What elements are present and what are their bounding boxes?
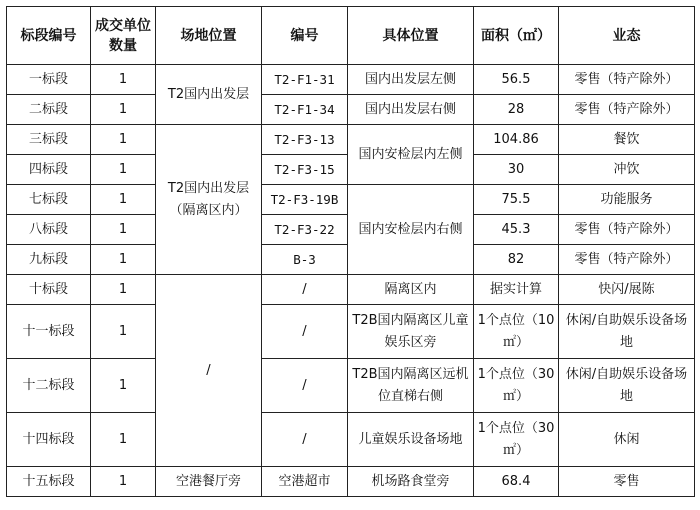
area-cell: 45.3 xyxy=(474,215,559,245)
header-cell: 编号 xyxy=(262,7,348,65)
table-row xyxy=(7,359,695,413)
table-row xyxy=(7,467,695,497)
position-cell: 隔离区内 xyxy=(348,275,474,305)
quantity-cell: 1 xyxy=(91,413,156,467)
area-cell: 1个点位（10㎡） xyxy=(474,305,559,359)
position-cell: 国内出发层左侧 xyxy=(348,65,474,95)
business-type-cell: 餐饮 xyxy=(559,125,695,155)
code-cell: / xyxy=(262,359,348,413)
area-cell: 68.4 xyxy=(474,467,559,497)
segment-cell: 十二标段 xyxy=(7,359,91,413)
area-cell: 据实计算 xyxy=(474,275,559,305)
table-row xyxy=(7,275,695,305)
business-type-cell: 快闪/展陈 xyxy=(559,275,695,305)
code-cell: T2-F3-15 xyxy=(262,155,348,185)
business-type-cell: 零售（特产除外） xyxy=(559,245,695,275)
segment-cell: 七标段 xyxy=(7,185,91,215)
code-cell: T2-F1-34 xyxy=(262,95,348,125)
table-row xyxy=(7,125,695,155)
header-cell: 具体位置 xyxy=(348,7,474,65)
table-row xyxy=(7,95,695,125)
quantity-cell: 1 xyxy=(91,359,156,413)
table-row xyxy=(7,413,695,467)
header-cell: 成交单位数量 xyxy=(91,7,156,65)
quantity-cell: 1 xyxy=(91,275,156,305)
position-cell: T2B国内隔离区远机位直梯右侧 xyxy=(348,359,474,413)
header-cell: 业态 xyxy=(559,7,695,65)
code-cell: / xyxy=(262,305,348,359)
business-type-cell: 零售（特产除外） xyxy=(559,65,695,95)
segment-cell: 十标段 xyxy=(7,275,91,305)
segment-cell: 三标段 xyxy=(7,125,91,155)
segment-cell: 八标段 xyxy=(7,215,91,245)
position-cell: T2B国内隔离区儿童娱乐区旁 xyxy=(348,305,474,359)
business-type-cell: 休闲 xyxy=(559,413,695,467)
header-cell: 标段编号 xyxy=(7,7,91,65)
code-cell: B-3 xyxy=(262,245,348,275)
quantity-cell: 1 xyxy=(91,305,156,359)
quantity-cell: 1 xyxy=(91,245,156,275)
area-cell: 1个点位（30㎡） xyxy=(474,359,559,413)
tender-table xyxy=(6,6,695,497)
quantity-cell: 1 xyxy=(91,185,156,215)
quantity-cell: 1 xyxy=(91,467,156,497)
header-cell: 面积（㎡） xyxy=(474,7,559,65)
quantity-cell: 1 xyxy=(91,65,156,95)
document-page xyxy=(6,6,695,497)
business-type-cell: 休闲/自助娱乐设备场地 xyxy=(559,305,695,359)
segment-cell: 二标段 xyxy=(7,95,91,125)
segment-cell: 四标段 xyxy=(7,155,91,185)
segment-cell: 九标段 xyxy=(7,245,91,275)
site-cell: 空港餐厅旁 xyxy=(156,467,262,497)
quantity-cell: 1 xyxy=(91,155,156,185)
code-cell: T2-F3-13 xyxy=(262,125,348,155)
code-cell: 空港超市 xyxy=(262,467,348,497)
position-cell: 儿童娱乐设备场地 xyxy=(348,413,474,467)
quantity-cell: 1 xyxy=(91,215,156,245)
code-cell: / xyxy=(262,413,348,467)
business-type-cell: 零售（特产除外） xyxy=(559,215,695,245)
segment-cell: 十四标段 xyxy=(7,413,91,467)
position-cell: 国内安检层内左侧 xyxy=(348,125,474,185)
area-cell: 104.86 xyxy=(474,125,559,155)
business-type-cell: 功能服务 xyxy=(559,185,695,215)
area-cell: 56.5 xyxy=(474,65,559,95)
table-row xyxy=(7,65,695,95)
code-cell: / xyxy=(262,275,348,305)
code-cell: T2-F3-19B xyxy=(262,185,348,215)
area-cell: 82 xyxy=(474,245,559,275)
area-cell: 1个点位（30㎡） xyxy=(474,413,559,467)
table-row xyxy=(7,305,695,359)
quantity-cell: 1 xyxy=(91,125,156,155)
area-cell: 75.5 xyxy=(474,185,559,215)
position-cell: 机场路食堂旁 xyxy=(348,467,474,497)
segment-cell: 一标段 xyxy=(7,65,91,95)
code-cell: T2-F1-31 xyxy=(262,65,348,95)
position-cell: 国内安检层内右侧 xyxy=(348,185,474,275)
segment-cell: 十一标段 xyxy=(7,305,91,359)
header-row xyxy=(7,7,695,65)
quantity-cell: 1 xyxy=(91,95,156,125)
segment-cell: 十五标段 xyxy=(7,467,91,497)
business-type-cell: 零售（特产除外） xyxy=(559,95,695,125)
area-cell: 28 xyxy=(474,95,559,125)
business-type-cell: 冲饮 xyxy=(559,155,695,185)
business-type-cell: 零售 xyxy=(559,467,695,497)
site-cell: / xyxy=(156,275,262,467)
site-cell: T2国内出发层 xyxy=(156,65,262,125)
code-cell: T2-F3-22 xyxy=(262,215,348,245)
site-cell: T2国内出发层（隔离区内） xyxy=(156,125,262,275)
business-type-cell: 休闲/自助娱乐设备场地 xyxy=(559,359,695,413)
table-row xyxy=(7,185,695,215)
position-cell: 国内出发层右侧 xyxy=(348,95,474,125)
area-cell: 30 xyxy=(474,155,559,185)
header-cell: 场地位置 xyxy=(156,7,262,65)
